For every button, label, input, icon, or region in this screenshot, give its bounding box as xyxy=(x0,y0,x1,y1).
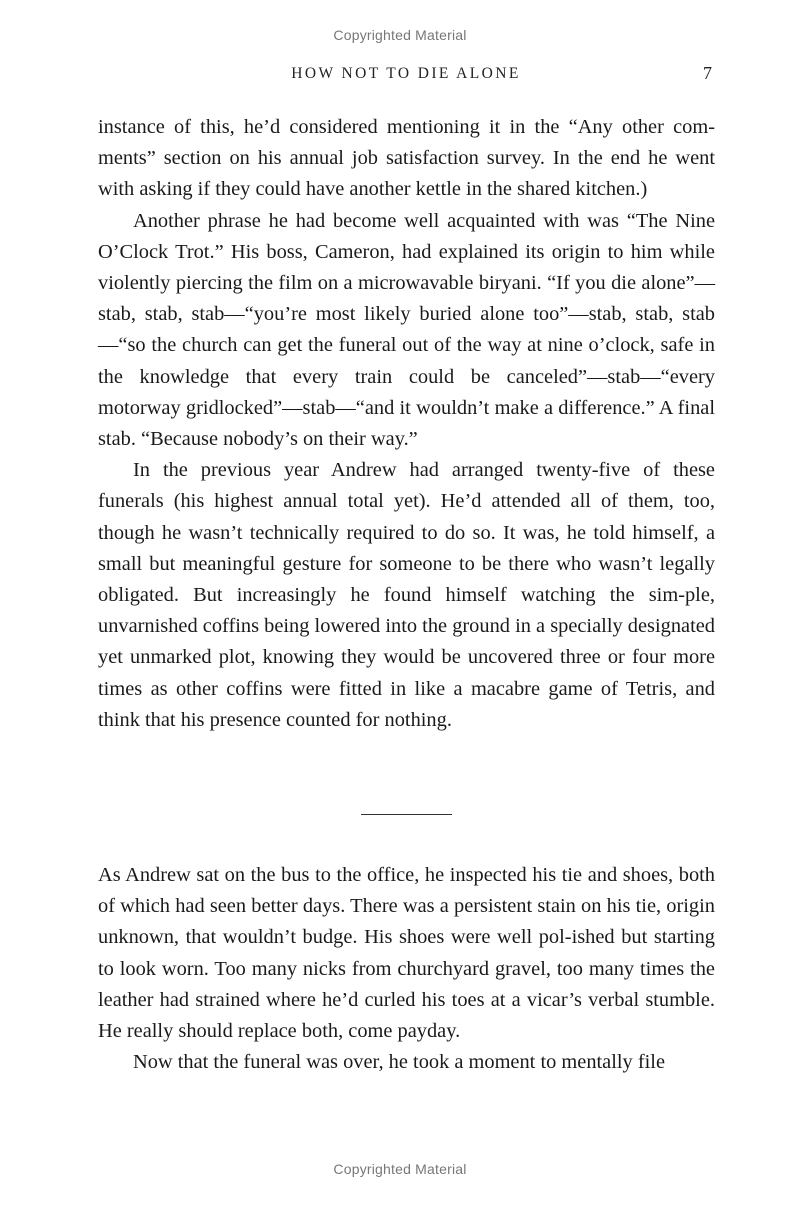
copyright-watermark-top: Copyrighted Material xyxy=(333,27,467,43)
body-text-section-one xyxy=(98,112,715,736)
paragraph-previous-year: In the previous year Andrew had arranged twenty-five of these funerals (his highest annual total yet). He’d attended all of them, too, though he wasn’t technically required to do so. It was, he told himself, a small but meaningful gesture for someone to be there who wasn’t legally obligated. But increasingly he found himself watching the sim-ple, unvarnished coffins being lowered into the ground in a specially designated yet unmarked plot, knowing they would be uncovered three or four more times as other coffins were fitted in like a macabre game of Tetris, and think that his presence counted for nothing. xyxy=(98,459,715,731)
running-title: HOW NOT TO DIE ALONE xyxy=(291,65,521,82)
page-number: 7 xyxy=(703,63,712,83)
body-text-section-two xyxy=(98,860,715,1078)
paragraph-funeral-over: Now that the funeral was over, he took a moment to mentally file xyxy=(133,1051,666,1074)
paragraph-continued: instance of this, he’d considered mentioning it in the “Any other com-ments” section on his annual job satisfaction survey. In the end he went with asking if they could have another kettle in the shared kitchen.) xyxy=(98,116,715,201)
paragraph-bus-to-office: As Andrew sat on the bus to the office, he inspected his tie and shoes, both of which had seen better days. There was a persistent stain on his tie, origin unknown, that wouldn’t budge. His shoes were well pol-ished but starting to look worn. Too many nicks from churchyard gravel, too many times the leather had strained where he’d curled his toes at a vicar’s verbal stumble. He really should replace both, come payday. xyxy=(98,864,715,1043)
running-header xyxy=(98,63,714,87)
section-break-rule xyxy=(361,814,452,815)
copyright-watermark-bottom: Copyrighted Material xyxy=(333,1161,467,1177)
paragraph-nine-oclock-trot: Another phrase he had become well acquainted with was “The Nine O’Clock Trot.” His boss, Cameron, had explained its origin to him while violently piercing the film on a microwavable biryani. “If you die alone”—stab, stab, stab—“you’re most likely buried alone too”—stab, stab, stab—“so the church can get the funeral out of the way at nine o’clock, safe in the knowledge that every train could be canceled”—stab—“every motorway gridlocked”—stab—“and it wouldn’t make a difference.” A final stab. “Because nobody’s on their way.” xyxy=(98,209,715,451)
